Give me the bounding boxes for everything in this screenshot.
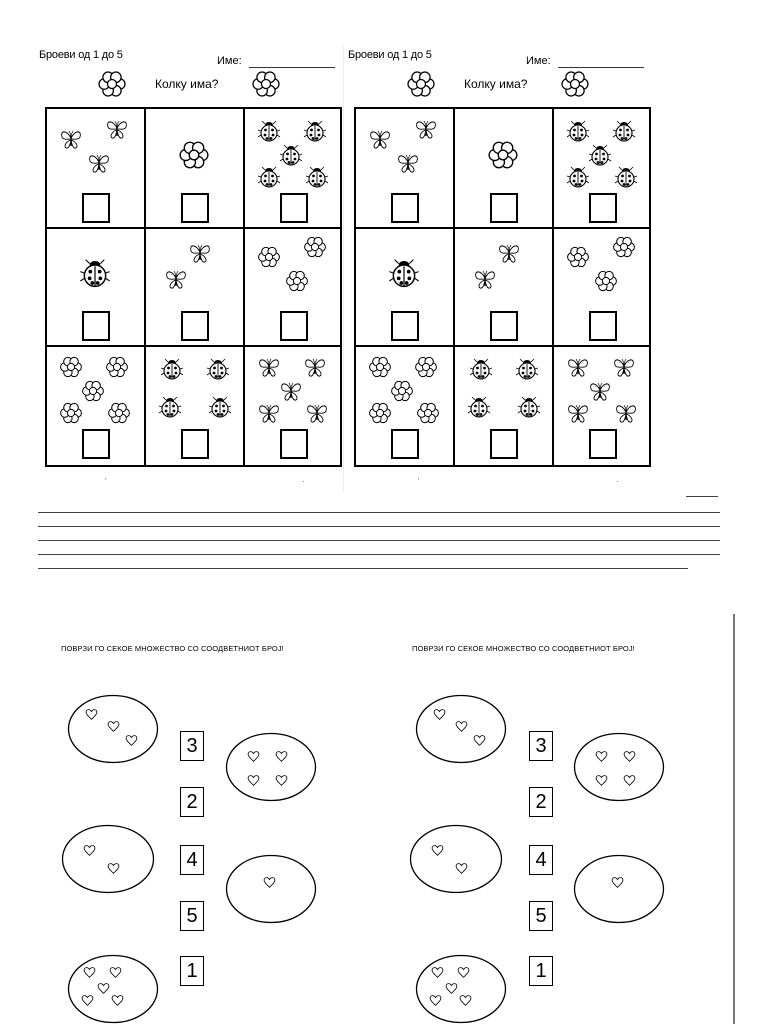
counting-grid	[354, 107, 651, 467]
flower-decoration-icon	[406, 69, 436, 99]
number-box: 1	[180, 956, 204, 986]
sheet-title: Броеви од 1 до 5	[39, 49, 123, 61]
counting-cell	[47, 345, 144, 463]
ladybug-icon	[257, 165, 281, 189]
flower-icon	[303, 235, 327, 259]
heart-icon	[473, 734, 486, 747]
ladybug-icon	[515, 357, 539, 381]
ladybug-icon	[279, 143, 303, 167]
flower-icon	[59, 401, 83, 425]
flower-icon	[612, 235, 636, 259]
ladybug-icon	[467, 395, 491, 419]
matching-worksheet-left	[37, 614, 347, 1024]
answer-box[interactable]	[181, 311, 209, 341]
counting-grid	[45, 107, 342, 467]
butterfly-icon	[105, 117, 129, 141]
ladybug-icon	[388, 257, 420, 289]
butterfly-icon	[566, 401, 590, 425]
ladybug-icon	[517, 395, 541, 419]
heart-set[interactable]	[415, 694, 507, 764]
heart-icon	[275, 750, 288, 763]
heart-set[interactable]	[415, 954, 507, 1024]
ladybug-icon	[303, 119, 327, 143]
answer-box[interactable]	[391, 193, 419, 223]
flower-icon	[566, 245, 590, 269]
ladybug-icon	[469, 357, 493, 381]
heart-icon	[455, 862, 468, 875]
sheet-title: Броеви од 1 до 5	[348, 49, 432, 61]
heart-set[interactable]	[67, 694, 159, 764]
flower-icon	[414, 355, 438, 379]
number-box: 2	[529, 787, 553, 817]
answer-box[interactable]	[490, 193, 518, 223]
butterfly-icon	[164, 267, 188, 291]
counting-cell	[554, 345, 651, 463]
heart-icon	[247, 750, 260, 763]
butterfly-icon	[303, 355, 327, 379]
answer-box[interactable]	[82, 311, 110, 341]
answer-box[interactable]	[82, 429, 110, 459]
counting-cell	[356, 109, 453, 227]
flower-icon	[416, 401, 440, 425]
flower-icon	[368, 355, 392, 379]
number-box: 5	[180, 901, 204, 931]
butterfly-icon	[396, 151, 420, 175]
counting-cell	[47, 227, 144, 345]
flower-icon	[594, 269, 618, 293]
butterfly-icon	[87, 151, 111, 175]
heart-icon	[433, 708, 446, 721]
ladybug-icon	[588, 143, 612, 167]
heart-icon	[107, 720, 120, 733]
heart-icon	[611, 876, 624, 889]
heart-icon	[111, 994, 124, 1007]
heart-set[interactable]	[573, 732, 665, 802]
ladybug-icon	[160, 357, 184, 381]
answer-box[interactable]	[391, 429, 419, 459]
number-box: 3	[529, 731, 553, 761]
answer-box[interactable]	[490, 429, 518, 459]
number-box: 2	[180, 787, 204, 817]
counting-cell	[356, 345, 453, 463]
counting-cell	[554, 109, 651, 227]
answer-box[interactable]	[181, 429, 209, 459]
butterfly-icon	[566, 355, 590, 379]
ladybug-icon	[566, 119, 590, 143]
butterfly-icon	[588, 379, 612, 403]
flower-decoration-icon	[560, 69, 590, 99]
question-heading: Колку има?	[464, 77, 528, 91]
butterfly-icon	[612, 355, 636, 379]
counting-cell	[245, 345, 342, 463]
heart-icon	[85, 708, 98, 721]
ladybug-icon	[305, 165, 329, 189]
heart-icon	[109, 966, 122, 979]
answer-box[interactable]	[589, 311, 617, 341]
heart-icon	[457, 966, 470, 979]
answer-box[interactable]	[490, 311, 518, 341]
name-line	[249, 67, 335, 68]
ladybug-icon	[208, 395, 232, 419]
answer-box[interactable]	[391, 311, 419, 341]
heart-set[interactable]	[573, 854, 665, 924]
instruction: ПОВРЗИ ГО СЕКОЕ МНОЖЕСТВО СО СООДВЕТНИОТ БРОЈ!	[61, 644, 284, 653]
counting-cell	[455, 109, 552, 227]
heart-icon	[83, 844, 96, 857]
answer-box[interactable]	[280, 429, 308, 459]
ladybug-icon	[158, 395, 182, 419]
flower-decoration-icon	[251, 69, 281, 99]
counting-cell	[146, 345, 243, 463]
heart-set[interactable]	[225, 854, 317, 924]
answer-box[interactable]	[82, 193, 110, 223]
butterfly-icon	[188, 241, 212, 265]
heart-icon	[431, 844, 444, 857]
butterfly-icon	[368, 127, 392, 151]
counting-cell	[146, 227, 243, 345]
flower-icon	[107, 401, 131, 425]
ladybug-icon	[614, 165, 638, 189]
butterfly-icon	[279, 379, 303, 403]
flower-icon	[105, 355, 129, 379]
counting-cell	[245, 109, 342, 227]
butterfly-icon	[497, 241, 521, 265]
heart-set[interactable]	[225, 732, 317, 802]
number-box: 4	[180, 845, 204, 875]
name-label: Име:	[217, 55, 242, 67]
matching-worksheet-right	[385, 614, 735, 1024]
counting-worksheet-right: Броеви од 1 до 5 Име: Колку има? ' ·	[346, 45, 652, 493]
butterfly-icon	[257, 401, 281, 425]
flower-icon	[487, 139, 519, 171]
heart-icon	[81, 994, 94, 1007]
heart-icon	[623, 750, 636, 763]
butterfly-icon	[59, 127, 83, 151]
heart-icon	[125, 734, 138, 747]
answer-box[interactable]	[181, 193, 209, 223]
heart-icon	[431, 966, 444, 979]
heart-icon	[247, 774, 260, 787]
number-box: 3	[180, 731, 204, 761]
flower-decoration-icon	[97, 69, 127, 99]
counting-cell	[245, 227, 342, 345]
counting-cell	[356, 227, 453, 345]
flower-icon	[390, 379, 414, 403]
butterfly-icon	[414, 117, 438, 141]
butterfly-icon	[473, 267, 497, 291]
ladybug-icon	[79, 257, 111, 289]
counting-cell	[47, 109, 144, 227]
answer-box[interactable]	[280, 193, 308, 223]
ladybug-icon	[257, 119, 281, 143]
answer-box[interactable]	[589, 193, 617, 223]
heart-icon	[595, 750, 608, 763]
butterfly-icon	[257, 355, 281, 379]
ladybug-icon	[206, 357, 230, 381]
heart-icon	[83, 966, 96, 979]
heart-icon	[429, 994, 442, 1007]
heart-icon	[459, 994, 472, 1007]
answer-box[interactable]	[589, 429, 617, 459]
heart-set[interactable]	[67, 954, 159, 1024]
name-line	[558, 67, 644, 68]
counting-worksheet-left: Броеви од 1 до 5 Име: Колку има? ' ·	[37, 45, 344, 493]
counting-cell	[554, 227, 651, 345]
instruction: ПОВРЗИ ГО СЕКОЕ МНОЖЕСТВО СО СООДВЕТНИОТ БРОЈ!	[412, 644, 635, 653]
answer-box[interactable]	[280, 311, 308, 341]
flower-icon	[368, 401, 392, 425]
heart-set[interactable]	[409, 824, 503, 894]
question-heading: Колку има?	[155, 77, 219, 91]
flower-icon	[59, 355, 83, 379]
ladybug-icon	[612, 119, 636, 143]
flower-icon	[257, 245, 281, 269]
butterfly-icon	[614, 401, 638, 425]
heart-icon	[275, 774, 288, 787]
flower-icon	[178, 139, 210, 171]
heart-icon	[445, 982, 458, 995]
heart-icon	[455, 720, 468, 733]
heart-set[interactable]	[61, 824, 155, 894]
number-box: 5	[529, 901, 553, 931]
counting-cell	[146, 109, 243, 227]
heart-icon	[263, 876, 276, 889]
heart-icon	[97, 982, 110, 995]
number-box: 4	[529, 845, 553, 875]
counting-cell	[455, 345, 552, 463]
flower-icon	[285, 269, 309, 293]
flower-icon	[81, 379, 105, 403]
number-box: 1	[529, 956, 553, 986]
heart-icon	[595, 774, 608, 787]
heart-icon	[107, 862, 120, 875]
name-label: Име:	[526, 55, 551, 67]
counting-cell	[455, 227, 552, 345]
ladybug-icon	[566, 165, 590, 189]
heart-icon	[623, 774, 636, 787]
butterfly-icon	[305, 401, 329, 425]
